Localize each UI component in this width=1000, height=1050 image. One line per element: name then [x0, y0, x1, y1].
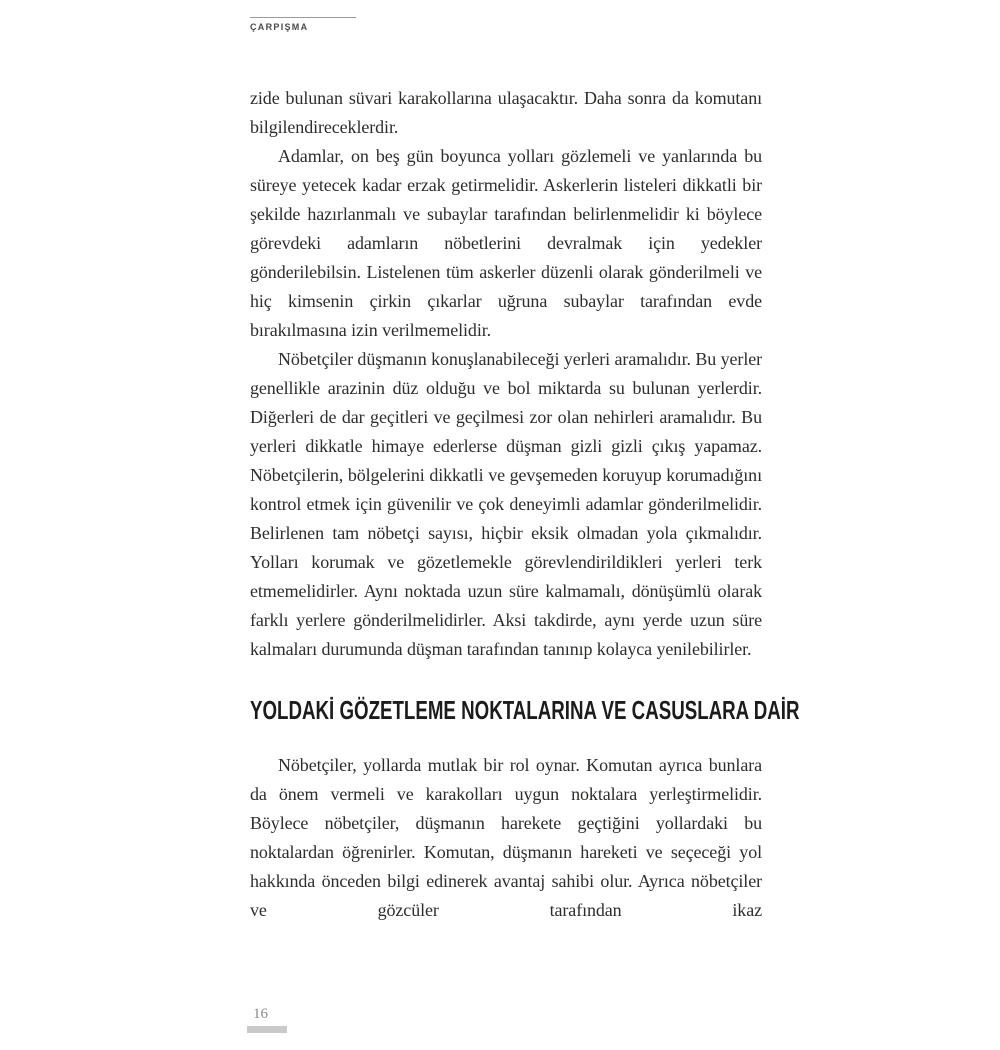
section-heading: YOLDAKİ GÖZETLEME NOKTALARINA VE CASUSLARA DAİR [250, 695, 800, 725]
body-paragraph-3: Nöbetçiler düşmanın konuşlanabileceği yerleri aramalıdır. Bu yerler genellikle arazinin düz olduğu ve bol miktarda su bulunan yerlerdir. Diğerleri de dar geçitleri ve geçilmesi zor olan nehirleri aramalıdır. Bu yerleri dikkatle himaye ederlerse düşman gizli gizli çıkış yapamaz. Nöbetçilerin, bölgelerini dikkatli ve gevşemeden koruyup korumadığını kontrol etmek için güvenilir ve çok deneyimli adamlar gönderilmelidir. Belirlenen tam nöbetçi sayısı, hiçbir eksik olmadan yola çıkmalıdır. Yolları korumak ve gözetlemekle görevlendirildikleri yerleri terk etmemelidirler. Aynı noktada uzun süre kalmamalı, dönüşümlü olarak farklı yerlere gönderilmelidirler. Aksi takdirde, aynı yerde uzun süre kalmaları durumunda düşman tarafından tanınıp kolayca yenilebilirler. [250, 349, 762, 659]
running-head [250, 17, 356, 32]
body-paragraph-2: Adamlar, on beş gün boyunca yolları gözlemeli ve yanlarında bu süreye yetecek kadar erzak getirmelidir. Askerlerin listeleri dikkatli bir şekilde hazırlanmalı ve subaylar tarafından belirlenmelidir ki böylece görevdeki adamların nöbetlerini devralmak için yedekler gönderilebilsin. Listelenen tüm askerler düzenli olarak gönderilmeli ve hiç kimsenin çirkin çıkarlar uğruna subaylar tarafından evde bırakılmasına izin verilmemelidir. [250, 146, 762, 340]
body-paragraph-1: zide bulunan süvari karakollarına ulaşacaktır. Daha sonra da komutanı bilgilendireceklerdir. [250, 88, 762, 137]
page-number-bar [247, 1026, 287, 1033]
page-footer [247, 1006, 287, 1033]
running-head-rule [250, 17, 356, 18]
page-number: 16 [253, 1006, 268, 1022]
body-paragraph-4: Nöbetçiler, yollarda mutlak bir rol oynar. Komutan ayrıca bunlara da önem vermeli ve karakolları uygun noktalara yerleştirmelidir. Böylece nöbetçiler, düşmanın harekete geçtiğini yollardaki bu noktalardan öğrenirler. Komutan, düşmanın hareketi ve seçeceği yol hakkında önceden bilgi edinerek avantaj sahibi olur. Ayrıca nöbetçiler ve gözcüler tarafından ikaz [250, 755, 762, 920]
body-text-block [250, 84, 800, 925]
running-head-text: ÇARPIŞMA [250, 22, 309, 32]
